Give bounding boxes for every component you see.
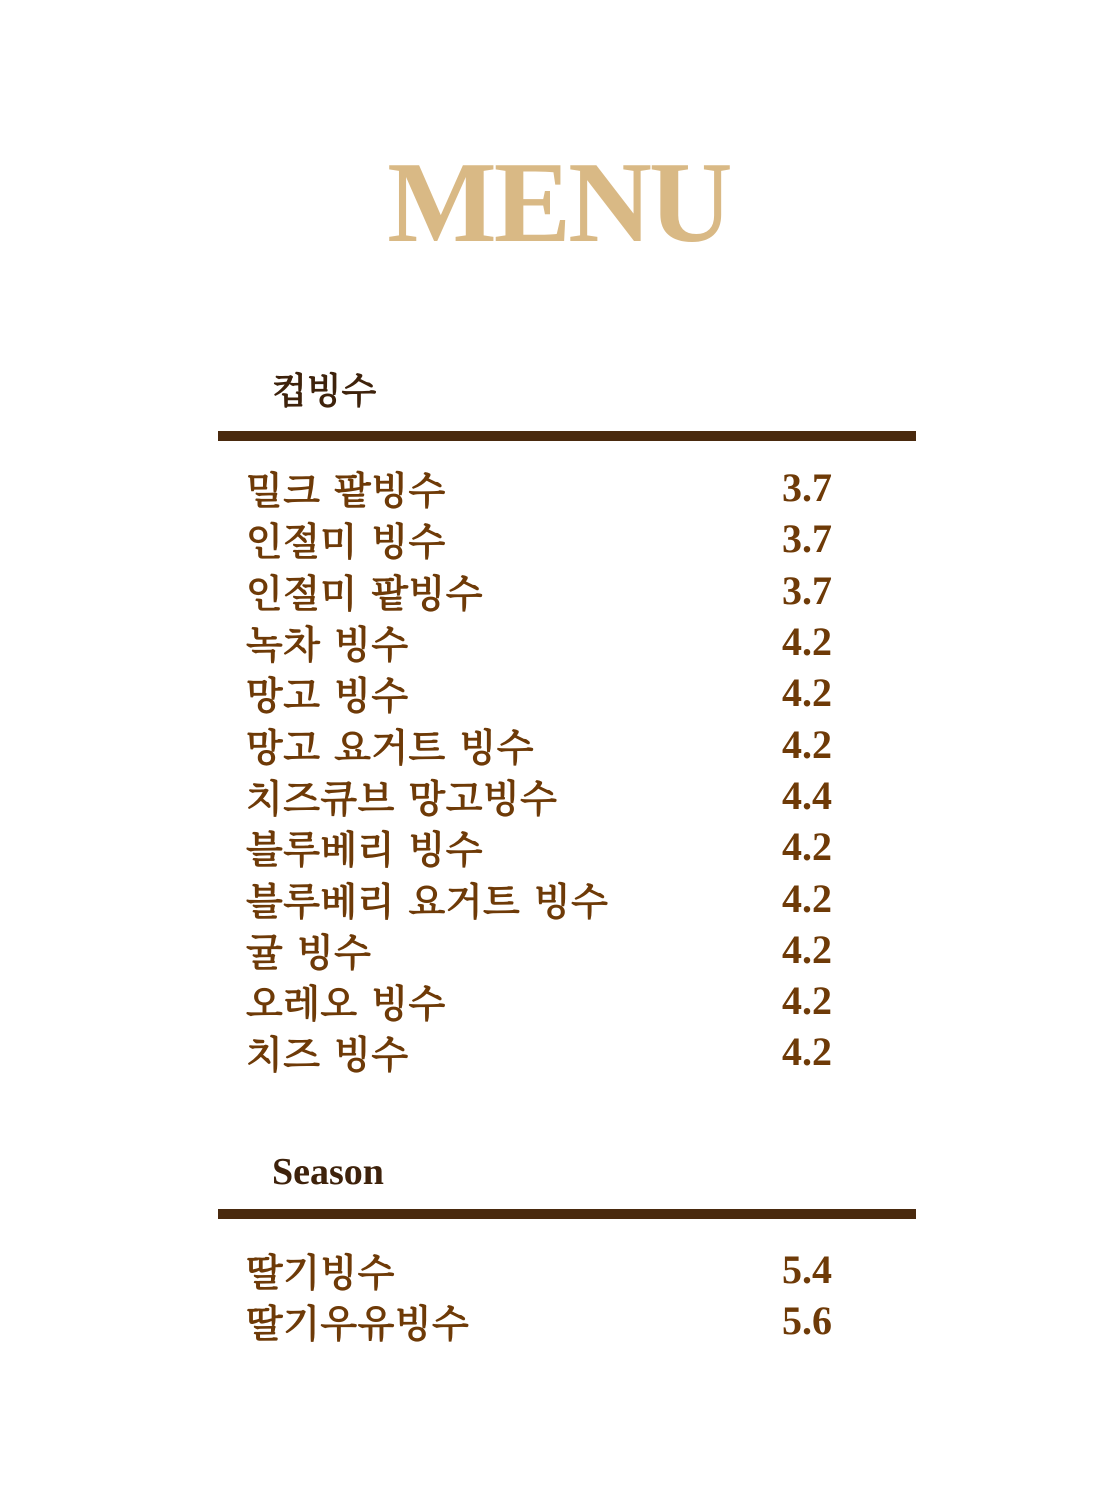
- section-divider: [218, 431, 916, 441]
- menu-list-season: [246, 1244, 842, 1347]
- menu-item-name: 귤 빙수: [246, 930, 372, 975]
- menu-list-cup-bingsu: [246, 462, 842, 1078]
- section-divider: [218, 1209, 916, 1219]
- menu-item-name: 딸기우유빙수: [246, 1302, 470, 1347]
- menu-item: [246, 565, 842, 616]
- menu-item: [246, 872, 842, 923]
- menu-item: [246, 513, 842, 564]
- menu-item: [246, 718, 842, 769]
- menu-item-price: 5.4: [782, 1247, 832, 1293]
- menu-item: [246, 462, 842, 513]
- section-heading-cup-bingsu: 컵빙수: [272, 371, 377, 412]
- menu-item: [246, 975, 842, 1026]
- menu-item: [246, 1244, 842, 1295]
- menu-item: [246, 770, 842, 821]
- menu-item-price: 5.6: [782, 1298, 832, 1344]
- menu-item-price: 4.2: [782, 875, 832, 921]
- menu-item: [246, 924, 842, 975]
- menu-item-name: 블루베리 빙수: [246, 828, 483, 873]
- menu-item-name: 블루베리 요거트 빙수: [246, 879, 609, 924]
- menu-item-name: 치즈큐브 망고빙수: [246, 776, 558, 821]
- menu-item: [246, 1295, 842, 1346]
- menu-item-price: 3.7: [782, 567, 832, 613]
- menu-item-price: 4.2: [782, 978, 832, 1024]
- menu-item-name: 인절미 빙수: [246, 520, 446, 565]
- menu-item-name: 녹차 빙수: [246, 623, 409, 668]
- menu-item: [246, 821, 842, 872]
- menu-item-name: 오레오 빙수: [246, 982, 446, 1027]
- menu-item-price: 4.4: [782, 772, 832, 818]
- menu-item-price: 3.7: [782, 516, 832, 562]
- menu-item-name: 치즈 빙수: [246, 1033, 409, 1078]
- menu-item-name: 밀크 팥빙수: [246, 469, 446, 514]
- menu-item-price: 4.2: [782, 824, 832, 870]
- menu-item-price: 3.7: [782, 465, 832, 511]
- menu-item: [246, 1026, 842, 1077]
- menu-item-price: 4.2: [782, 1029, 832, 1075]
- menu-title: MENU: [387, 139, 730, 267]
- menu-item-price: 4.2: [782, 926, 832, 972]
- menu-item-name: 인절미 팥빙수: [246, 571, 483, 616]
- menu-item-price: 4.2: [782, 721, 832, 767]
- menu-item-name: 딸기빙수: [246, 1251, 395, 1296]
- menu-item-name: 망고 빙수: [246, 674, 409, 719]
- menu-item-price: 4.2: [782, 619, 832, 665]
- section-heading-season: Season: [272, 1151, 384, 1193]
- menu-item: [246, 616, 842, 667]
- menu-item-price: 4.2: [782, 670, 832, 716]
- menu-item: [246, 667, 842, 718]
- menu-item-name: 망고 요거트 빙수: [246, 725, 534, 770]
